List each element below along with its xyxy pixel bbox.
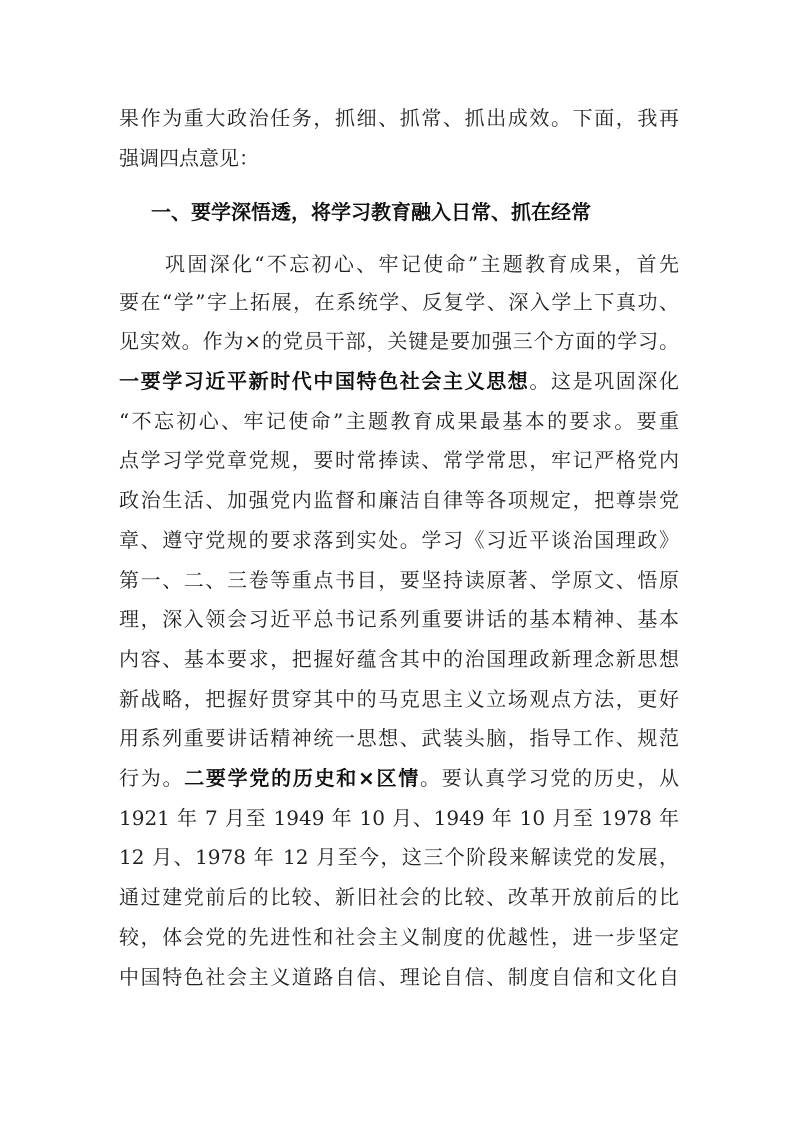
body-line — [119, 361, 679, 401]
section-heading: 一、要学深悟透，将学习教育融入日常、抓在经常 — [151, 200, 591, 224]
body-line: 新战略，把握好贯穿其中的马克思主义立场观点方法，更好 — [119, 687, 679, 711]
body-line: 1921 年 7 月至 1949 年 10 月、1949 年 10 月至 1978 年 — [119, 806, 679, 830]
body-line: 点学习学党章党规，要时常捧读、常学常思，牢记严格党内 — [119, 448, 679, 472]
body-text: 。这是巩固深化 — [529, 369, 679, 393]
point-one-title: 一要学习近平新时代中国特色社会主义思想 — [119, 369, 530, 393]
body-line: 政治生活、加强党内监督和廉洁自律等各项规定，把尊崇党 — [119, 488, 679, 512]
body-line — [119, 758, 679, 798]
body-line: 通过建党前后的比较、新旧社会的比较、改革开放前后的比 — [119, 885, 679, 909]
body-line: 中国特色社会主义道路自信、理论自信、制度自信和文化自 — [119, 965, 679, 989]
body-line: 章、遵守党规的要求落到实处。学习《习近平谈治国理政》 — [119, 528, 679, 552]
body-text: 行为。 — [119, 766, 185, 790]
body-text: 。要认真学习党的历史，从 — [419, 766, 679, 790]
body-line: 较，体会党的先进性和社会主义制度的优越性，进一步坚定 — [119, 925, 679, 949]
body-line: 果作为重大政治任务，抓细、抓常、抓出成效。下面，我再 — [119, 106, 679, 130]
body-line: 要在“学”字上拓展，在系统学、反复学、深入学上下真功、 — [119, 290, 679, 314]
body-line: 12 月、1978 年 12 月至今，这三个阶段来解读党的发展， — [119, 845, 679, 869]
body-line: 见实效。作为×的党员干部，关键是要加强三个方面的学习。 — [119, 329, 679, 353]
point-two-title: 二要学党的历史和×区情 — [184, 766, 420, 790]
paragraph-first-line: 巩固深化“不忘初心、牢记使命”主题教育成果，首先 — [165, 252, 679, 276]
body-line: 第一、二、三卷等重点书目，要坚持读原著、学原文、悟原 — [119, 568, 679, 592]
body-line: 强调四点意见： — [119, 146, 259, 170]
body-line: “不忘初心、牢记使命”主题教育成果最基本的要求。要重 — [119, 409, 679, 433]
body-line: 用系列重要讲话精神统一思想、武装头脑，指导工作、规范 — [119, 726, 679, 750]
body-line: 内容、基本要求，把握好蕴含其中的治国理政新理念新思想 — [119, 647, 679, 671]
body-line: 理，深入领会习近平总书记系列重要讲话的基本精神、基本 — [119, 607, 679, 631]
